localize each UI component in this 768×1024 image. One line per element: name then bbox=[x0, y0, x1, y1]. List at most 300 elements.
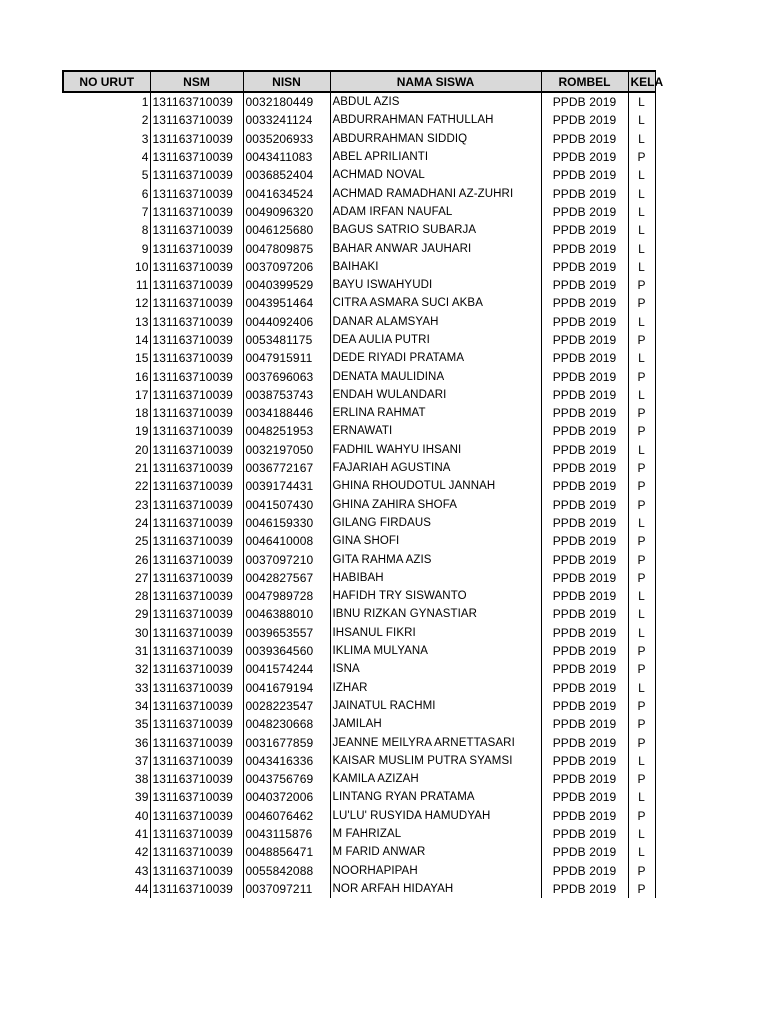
cell-kelamin[interactable]: P bbox=[628, 733, 655, 751]
cell-nisn[interactable]: 0048251953 bbox=[243, 422, 330, 440]
cell-nsm[interactable]: 131163710039 bbox=[150, 715, 243, 733]
cell-kelamin[interactable]: L bbox=[628, 825, 655, 843]
cell-nisn[interactable]: 0053481175 bbox=[243, 331, 330, 349]
cell-nama-siswa[interactable]: IZHAR bbox=[330, 679, 541, 697]
cell-no-urut[interactable]: 38 bbox=[63, 770, 150, 788]
cell-nisn[interactable]: 0032180449 bbox=[243, 92, 330, 111]
cell-no-urut[interactable]: 26 bbox=[63, 550, 150, 568]
cell-no-urut[interactable]: 34 bbox=[63, 697, 150, 715]
cell-nsm[interactable]: 131163710039 bbox=[150, 166, 243, 184]
cell-no-urut[interactable]: 5 bbox=[63, 166, 150, 184]
cell-no-urut[interactable]: 24 bbox=[63, 514, 150, 532]
table-row bbox=[63, 642, 655, 660]
cell-kelamin[interactable]: L bbox=[628, 111, 655, 129]
cell-nama-siswa[interactable]: GHINA RHOUDOTUL JANNAH bbox=[330, 477, 541, 495]
cell-rombel[interactable]: PPDB 2019 bbox=[541, 605, 628, 623]
cell-nsm[interactable]: 131163710039 bbox=[150, 770, 243, 788]
cell-rombel[interactable]: PPDB 2019 bbox=[541, 880, 628, 898]
cell-nisn[interactable]: 0046410008 bbox=[243, 532, 330, 550]
cell-nsm[interactable]: 131163710039 bbox=[150, 367, 243, 385]
table-row bbox=[63, 386, 655, 404]
cell-nsm[interactable]: 131163710039 bbox=[150, 111, 243, 129]
cell-nama-siswa[interactable]: M FARID ANWAR bbox=[330, 843, 541, 861]
cell-nisn[interactable]: 0028223547 bbox=[243, 697, 330, 715]
cell-rombel[interactable]: PPDB 2019 bbox=[541, 239, 628, 257]
cell-kelamin[interactable]: P bbox=[628, 770, 655, 788]
cell-nsm[interactable]: 131163710039 bbox=[150, 825, 243, 843]
cell-rombel[interactable]: PPDB 2019 bbox=[541, 313, 628, 331]
cell-no-urut[interactable]: 44 bbox=[63, 880, 150, 898]
cell-rombel[interactable]: PPDB 2019 bbox=[541, 203, 628, 221]
cell-nsm[interactable]: 131163710039 bbox=[150, 605, 243, 623]
cell-nama-siswa[interactable]: HAFIDH TRY SISWANTO bbox=[330, 587, 541, 605]
cell-kelamin[interactable]: P bbox=[628, 642, 655, 660]
cell-rombel[interactable]: PPDB 2019 bbox=[541, 477, 628, 495]
cell-kelamin[interactable]: L bbox=[628, 258, 655, 276]
cell-no-urut[interactable]: 7 bbox=[63, 203, 150, 221]
cell-nama-siswa[interactable]: ABDURRAHMAN SIDDIQ bbox=[330, 130, 541, 148]
cell-nisn[interactable]: 0039653557 bbox=[243, 624, 330, 642]
cell-nisn[interactable]: 0037097206 bbox=[243, 258, 330, 276]
cell-rombel[interactable]: PPDB 2019 bbox=[541, 221, 628, 239]
cell-rombel[interactable]: PPDB 2019 bbox=[541, 514, 628, 532]
cell-rombel[interactable]: PPDB 2019 bbox=[541, 422, 628, 440]
cell-nsm[interactable]: 131163710039 bbox=[150, 807, 243, 825]
cell-no-urut[interactable]: 14 bbox=[63, 331, 150, 349]
cell-rombel[interactable]: PPDB 2019 bbox=[541, 861, 628, 879]
table-row bbox=[63, 313, 655, 331]
cell-rombel[interactable]: PPDB 2019 bbox=[541, 733, 628, 751]
cell-nsm[interactable]: 131163710039 bbox=[150, 477, 243, 495]
cell-nsm[interactable]: 131163710039 bbox=[150, 788, 243, 806]
cell-rombel[interactable]: PPDB 2019 bbox=[541, 660, 628, 678]
cell-rombel[interactable]: PPDB 2019 bbox=[541, 258, 628, 276]
cell-no-urut[interactable]: 30 bbox=[63, 624, 150, 642]
cell-nama-siswa[interactable]: ISNA bbox=[330, 660, 541, 678]
cell-nisn[interactable]: 0038753743 bbox=[243, 386, 330, 404]
cell-no-urut[interactable]: 15 bbox=[63, 349, 150, 367]
cell-nsm[interactable]: 131163710039 bbox=[150, 404, 243, 422]
table-row bbox=[63, 532, 655, 550]
cell-nisn[interactable]: 0049096320 bbox=[243, 203, 330, 221]
cell-kelamin[interactable]: L bbox=[628, 514, 655, 532]
cell-rombel[interactable]: PPDB 2019 bbox=[541, 788, 628, 806]
cell-rombel[interactable]: PPDB 2019 bbox=[541, 697, 628, 715]
cell-no-urut[interactable]: 11 bbox=[63, 276, 150, 294]
table-row bbox=[63, 679, 655, 697]
cell-kelamin[interactable]: L bbox=[628, 239, 655, 257]
cell-kelamin[interactable]: L bbox=[628, 679, 655, 697]
header-nisn[interactable]: NISN bbox=[243, 71, 330, 92]
cell-kelamin[interactable]: L bbox=[628, 624, 655, 642]
cell-nisn[interactable]: 0040399529 bbox=[243, 276, 330, 294]
cell-nama-siswa[interactable]: ACHMAD NOVAL bbox=[330, 166, 541, 184]
cell-rombel[interactable]: PPDB 2019 bbox=[541, 587, 628, 605]
cell-nisn[interactable]: 0043951464 bbox=[243, 294, 330, 312]
cell-nama-siswa[interactable]: BAIHAKI bbox=[330, 258, 541, 276]
cell-nama-siswa[interactable]: GHINA ZAHIRA SHOFA bbox=[330, 496, 541, 514]
cell-rombel[interactable]: PPDB 2019 bbox=[541, 184, 628, 202]
cell-nama-siswa[interactable]: GILANG FIRDAUS bbox=[330, 514, 541, 532]
cell-nama-siswa[interactable]: ENDAH WULANDARI bbox=[330, 386, 541, 404]
table-row bbox=[63, 349, 655, 367]
cell-nisn[interactable]: 0043115876 bbox=[243, 825, 330, 843]
cell-kelamin[interactable]: L bbox=[628, 313, 655, 331]
cell-nama-siswa[interactable]: ABDUL AZIS bbox=[330, 92, 541, 111]
cell-no-urut[interactable]: 18 bbox=[63, 404, 150, 422]
cell-no-urut[interactable]: 17 bbox=[63, 386, 150, 404]
cell-no-urut[interactable]: 10 bbox=[63, 258, 150, 276]
cell-nama-siswa[interactable]: GINA SHOFI bbox=[330, 532, 541, 550]
cell-nisn[interactable]: 0041507430 bbox=[243, 496, 330, 514]
cell-kelamin[interactable]: P bbox=[628, 477, 655, 495]
cell-rombel[interactable]: PPDB 2019 bbox=[541, 825, 628, 843]
cell-nsm[interactable]: 131163710039 bbox=[150, 276, 243, 294]
cell-nisn[interactable]: 0036852404 bbox=[243, 166, 330, 184]
cell-kelamin[interactable]: P bbox=[628, 569, 655, 587]
cell-kelamin[interactable]: P bbox=[628, 276, 655, 294]
cell-nama-siswa[interactable]: CITRA ASMARA SUCI AKBA bbox=[330, 294, 541, 312]
cell-nsm[interactable]: 131163710039 bbox=[150, 130, 243, 148]
cell-no-urut[interactable]: 9 bbox=[63, 239, 150, 257]
cell-nisn[interactable]: 0040372006 bbox=[243, 788, 330, 806]
cell-nsm[interactable]: 131163710039 bbox=[150, 239, 243, 257]
cell-rombel[interactable]: PPDB 2019 bbox=[541, 752, 628, 770]
cell-kelamin[interactable]: P bbox=[628, 459, 655, 477]
cell-nama-siswa[interactable]: JEANNE MEILYRA ARNETTASARI bbox=[330, 733, 541, 751]
cell-rombel[interactable]: PPDB 2019 bbox=[541, 770, 628, 788]
cell-nama-siswa[interactable]: HABIBAH bbox=[330, 569, 541, 587]
cell-rombel[interactable]: PPDB 2019 bbox=[541, 532, 628, 550]
cell-nisn[interactable]: 0041574244 bbox=[243, 660, 330, 678]
cell-nisn[interactable]: 0044092406 bbox=[243, 313, 330, 331]
cell-no-urut[interactable]: 37 bbox=[63, 752, 150, 770]
cell-nama-siswa[interactable]: ACHMAD RAMADHANI AZ-ZUHRI bbox=[330, 184, 541, 202]
cell-nsm[interactable]: 131163710039 bbox=[150, 679, 243, 697]
cell-nisn[interactable]: 0046076462 bbox=[243, 807, 330, 825]
cell-kelamin[interactable]: L bbox=[628, 587, 655, 605]
cell-no-urut[interactable]: 19 bbox=[63, 422, 150, 440]
cell-no-urut[interactable]: 32 bbox=[63, 660, 150, 678]
table-row bbox=[63, 221, 655, 239]
table-row bbox=[63, 715, 655, 733]
cell-kelamin[interactable]: P bbox=[628, 532, 655, 550]
cell-rombel[interactable]: PPDB 2019 bbox=[541, 130, 628, 148]
cell-nama-siswa[interactable]: ERNAWATI bbox=[330, 422, 541, 440]
cell-nama-siswa[interactable]: KAMILA AZIZAH bbox=[330, 770, 541, 788]
cell-kelamin[interactable]: L bbox=[628, 386, 655, 404]
cell-no-urut[interactable]: 43 bbox=[63, 861, 150, 879]
cell-nsm[interactable]: 131163710039 bbox=[150, 258, 243, 276]
cell-rombel[interactable]: PPDB 2019 bbox=[541, 642, 628, 660]
cell-nisn[interactable]: 0048230668 bbox=[243, 715, 330, 733]
cell-kelamin[interactable]: P bbox=[628, 294, 655, 312]
cell-no-urut[interactable]: 20 bbox=[63, 441, 150, 459]
cell-nisn[interactable]: 0033241124 bbox=[243, 111, 330, 129]
table-row bbox=[63, 733, 655, 751]
cell-no-urut[interactable]: 8 bbox=[63, 221, 150, 239]
cell-no-urut[interactable]: 12 bbox=[63, 294, 150, 312]
cell-nisn[interactable]: 0046159330 bbox=[243, 514, 330, 532]
cell-rombel[interactable]: PPDB 2019 bbox=[541, 294, 628, 312]
cell-kelamin[interactable]: P bbox=[628, 715, 655, 733]
cell-nisn[interactable]: 0032197050 bbox=[243, 441, 330, 459]
cell-no-urut[interactable]: 29 bbox=[63, 605, 150, 623]
cell-no-urut[interactable]: 13 bbox=[63, 313, 150, 331]
cell-nsm[interactable]: 131163710039 bbox=[150, 587, 243, 605]
table-row bbox=[63, 367, 655, 385]
cell-rombel[interactable]: PPDB 2019 bbox=[541, 367, 628, 385]
cell-nsm[interactable]: 131163710039 bbox=[150, 184, 243, 202]
cell-nisn[interactable]: 0036772167 bbox=[243, 459, 330, 477]
cell-no-urut[interactable]: 39 bbox=[63, 788, 150, 806]
table-row bbox=[63, 605, 655, 623]
cell-nisn[interactable]: 0046388010 bbox=[243, 605, 330, 623]
cell-nama-siswa[interactable]: DEDE RIYADI PRATAMA bbox=[330, 349, 541, 367]
cell-kelamin[interactable]: P bbox=[628, 550, 655, 568]
cell-no-urut[interactable]: 42 bbox=[63, 843, 150, 861]
cell-kelamin[interactable]: P bbox=[628, 331, 655, 349]
cell-nama-siswa[interactable]: JAINATUL RACHMI bbox=[330, 697, 541, 715]
cell-kelamin[interactable]: L bbox=[628, 788, 655, 806]
cell-kelamin[interactable]: L bbox=[628, 92, 655, 111]
cell-rombel[interactable]: PPDB 2019 bbox=[541, 92, 628, 111]
cell-nama-siswa[interactable]: JAMILAH bbox=[330, 715, 541, 733]
cell-rombel[interactable]: PPDB 2019 bbox=[541, 349, 628, 367]
table-row bbox=[63, 111, 655, 129]
cell-kelamin[interactable]: P bbox=[628, 660, 655, 678]
cell-nisn[interactable]: 0041679194 bbox=[243, 679, 330, 697]
cell-nisn[interactable]: 0046125680 bbox=[243, 221, 330, 239]
table-row bbox=[63, 788, 655, 806]
cell-nsm[interactable]: 131163710039 bbox=[150, 733, 243, 751]
cell-kelamin[interactable]: P bbox=[628, 697, 655, 715]
cell-nama-siswa[interactable]: IHSANUL FIKRI bbox=[330, 624, 541, 642]
cell-no-urut[interactable]: 21 bbox=[63, 459, 150, 477]
cell-nsm[interactable]: 131163710039 bbox=[150, 532, 243, 550]
cell-no-urut[interactable]: 31 bbox=[63, 642, 150, 660]
cell-rombel[interactable]: PPDB 2019 bbox=[541, 386, 628, 404]
header-rombel[interactable]: ROMBEL bbox=[541, 71, 628, 92]
cell-nama-siswa[interactable]: BAHAR ANWAR JAUHARI bbox=[330, 239, 541, 257]
cell-rombel[interactable]: PPDB 2019 bbox=[541, 807, 628, 825]
cell-kelamin[interactable]: L bbox=[628, 441, 655, 459]
cell-rombel[interactable]: PPDB 2019 bbox=[541, 331, 628, 349]
cell-no-urut[interactable]: 40 bbox=[63, 807, 150, 825]
cell-nsm[interactable]: 131163710039 bbox=[150, 514, 243, 532]
cell-no-urut[interactable]: 1 bbox=[63, 92, 150, 111]
cell-no-urut[interactable]: 36 bbox=[63, 733, 150, 751]
cell-no-urut[interactable]: 2 bbox=[63, 111, 150, 129]
cell-nama-siswa[interactable]: BAGUS SATRIO SUBARJA bbox=[330, 221, 541, 239]
cell-nama-siswa[interactable]: DENATA MAULIDINA bbox=[330, 367, 541, 385]
cell-no-urut[interactable]: 22 bbox=[63, 477, 150, 495]
header-nsm[interactable]: NSM bbox=[150, 71, 243, 92]
cell-nama-siswa[interactable]: M FAHRIZAL bbox=[330, 825, 541, 843]
cell-no-urut[interactable]: 27 bbox=[63, 569, 150, 587]
cell-nama-siswa[interactable]: ABEL APRILIANTI bbox=[330, 148, 541, 166]
cell-nama-siswa[interactable]: FAJARIAH AGUSTINA bbox=[330, 459, 541, 477]
cell-kelamin[interactable]: L bbox=[628, 843, 655, 861]
cell-rombel[interactable]: PPDB 2019 bbox=[541, 404, 628, 422]
cell-rombel[interactable]: PPDB 2019 bbox=[541, 166, 628, 184]
cell-kelamin[interactable]: L bbox=[628, 184, 655, 202]
cell-nsm[interactable]: 131163710039 bbox=[150, 221, 243, 239]
cell-nama-siswa[interactable]: NOORHAPIPAH bbox=[330, 861, 541, 879]
cell-nisn[interactable]: 0048856471 bbox=[243, 843, 330, 861]
cell-nisn[interactable]: 0043411083 bbox=[243, 148, 330, 166]
table-row bbox=[63, 660, 655, 678]
cell-nisn[interactable]: 0037097211 bbox=[243, 880, 330, 898]
cell-nisn[interactable]: 0047809875 bbox=[243, 239, 330, 257]
cell-kelamin[interactable]: P bbox=[628, 880, 655, 898]
cell-rombel[interactable]: PPDB 2019 bbox=[541, 276, 628, 294]
cell-kelamin[interactable]: L bbox=[628, 752, 655, 770]
cell-nama-siswa[interactable]: BAYU ISWAHYUDI bbox=[330, 276, 541, 294]
cell-nsm[interactable]: 131163710039 bbox=[150, 148, 243, 166]
cell-nsm[interactable]: 131163710039 bbox=[150, 313, 243, 331]
cell-rombel[interactable]: PPDB 2019 bbox=[541, 715, 628, 733]
cell-kelamin[interactable]: P bbox=[628, 861, 655, 879]
cell-nisn[interactable]: 0037097210 bbox=[243, 550, 330, 568]
cell-no-urut[interactable]: 33 bbox=[63, 679, 150, 697]
student-table bbox=[62, 70, 664, 898]
cell-nama-siswa[interactable]: LINTANG RYAN PRATAMA bbox=[330, 788, 541, 806]
cell-rombel[interactable]: PPDB 2019 bbox=[541, 843, 628, 861]
cell-no-urut[interactable]: 25 bbox=[63, 532, 150, 550]
table-row bbox=[63, 331, 655, 349]
cell-no-urut[interactable]: 23 bbox=[63, 496, 150, 514]
header-kelamin[interactable]: KELA bbox=[628, 71, 655, 92]
cell-rombel[interactable]: PPDB 2019 bbox=[541, 441, 628, 459]
cell-nsm[interactable]: 131163710039 bbox=[150, 843, 243, 861]
cell-nsm[interactable]: 131163710039 bbox=[150, 386, 243, 404]
table-row bbox=[63, 752, 655, 770]
table-row bbox=[63, 861, 655, 879]
cell-nsm[interactable]: 131163710039 bbox=[150, 422, 243, 440]
cell-rombel[interactable]: PPDB 2019 bbox=[541, 496, 628, 514]
cell-no-urut[interactable]: 6 bbox=[63, 184, 150, 202]
cell-nisn[interactable]: 0043416336 bbox=[243, 752, 330, 770]
cell-kelamin[interactable]: P bbox=[628, 404, 655, 422]
cell-no-urut[interactable]: 3 bbox=[63, 130, 150, 148]
cell-rombel[interactable]: PPDB 2019 bbox=[541, 550, 628, 568]
cell-rombel[interactable]: PPDB 2019 bbox=[541, 624, 628, 642]
cell-rombel[interactable]: PPDB 2019 bbox=[541, 111, 628, 129]
cell-rombel[interactable]: PPDB 2019 bbox=[541, 148, 628, 166]
cell-nsm[interactable]: 131163710039 bbox=[150, 203, 243, 221]
cell-no-urut[interactable]: 16 bbox=[63, 367, 150, 385]
cell-nsm[interactable]: 131163710039 bbox=[150, 459, 243, 477]
cell-no-urut[interactable]: 4 bbox=[63, 148, 150, 166]
cell-kelamin[interactable]: P bbox=[628, 367, 655, 385]
cell-nisn[interactable]: 0042827567 bbox=[243, 569, 330, 587]
cell-nisn[interactable]: 0039174431 bbox=[243, 477, 330, 495]
table-row bbox=[63, 294, 655, 312]
cell-nsm[interactable]: 131163710039 bbox=[150, 880, 243, 898]
cell-kelamin[interactable]: L bbox=[628, 203, 655, 221]
cell-nsm[interactable]: 131163710039 bbox=[150, 496, 243, 514]
cell-kelamin[interactable]: P bbox=[628, 422, 655, 440]
cell-nisn[interactable]: 0034188446 bbox=[243, 404, 330, 422]
cell-nsm[interactable]: 131163710039 bbox=[150, 331, 243, 349]
cell-nisn[interactable]: 0037696063 bbox=[243, 367, 330, 385]
table-row bbox=[63, 422, 655, 440]
cell-kelamin[interactable]: L bbox=[628, 130, 655, 148]
table-row bbox=[63, 843, 655, 861]
cell-kelamin[interactable]: P bbox=[628, 807, 655, 825]
cell-nama-siswa[interactable]: KAISAR MUSLIM PUTRA SYAMSI bbox=[330, 752, 541, 770]
cell-kelamin[interactable]: P bbox=[628, 148, 655, 166]
table-row bbox=[63, 880, 655, 898]
cell-nsm[interactable]: 131163710039 bbox=[150, 349, 243, 367]
cell-nsm[interactable]: 131163710039 bbox=[150, 569, 243, 587]
table-row bbox=[63, 624, 655, 642]
cell-nama-siswa[interactable]: NOR ARFAH HIDAYAH bbox=[330, 880, 541, 898]
cell-kelamin[interactable]: L bbox=[628, 166, 655, 184]
cell-no-urut[interactable]: 35 bbox=[63, 715, 150, 733]
cell-nama-siswa[interactable]: FADHIL WAHYU IHSANI bbox=[330, 441, 541, 459]
table-row bbox=[63, 550, 655, 568]
cell-nama-siswa[interactable]: DANAR ALAMSYAH bbox=[330, 313, 541, 331]
table-row bbox=[63, 166, 655, 184]
cell-nama-siswa[interactable]: DEA AULIA PUTRI bbox=[330, 331, 541, 349]
cell-kelamin[interactable]: L bbox=[628, 349, 655, 367]
cell-nisn[interactable]: 0035206933 bbox=[243, 130, 330, 148]
cell-nsm[interactable]: 131163710039 bbox=[150, 624, 243, 642]
cell-no-urut[interactable]: 28 bbox=[63, 587, 150, 605]
table-row bbox=[63, 258, 655, 276]
cell-nisn[interactable]: 0039364560 bbox=[243, 642, 330, 660]
cell-nsm[interactable]: 131163710039 bbox=[150, 550, 243, 568]
cell-nisn[interactable]: 0041634524 bbox=[243, 184, 330, 202]
cell-nama-siswa[interactable]: ERLINA RAHMAT bbox=[330, 404, 541, 422]
table-row bbox=[63, 404, 655, 422]
header-nama-siswa[interactable]: NAMA SISWA bbox=[330, 71, 541, 92]
cell-nisn[interactable]: 0047915911 bbox=[243, 349, 330, 367]
cell-nama-siswa[interactable]: ADAM IRFAN NAUFAL bbox=[330, 203, 541, 221]
cell-nama-siswa[interactable]: IKLIMA MULYANA bbox=[330, 642, 541, 660]
cell-nisn[interactable]: 0043756769 bbox=[243, 770, 330, 788]
cell-rombel[interactable]: PPDB 2019 bbox=[541, 459, 628, 477]
cell-nsm[interactable]: 131163710039 bbox=[150, 697, 243, 715]
cell-kelamin[interactable]: L bbox=[628, 605, 655, 623]
cell-nisn[interactable]: 0031677859 bbox=[243, 733, 330, 751]
cell-nsm[interactable]: 131163710039 bbox=[150, 294, 243, 312]
cell-nsm[interactable]: 131163710039 bbox=[150, 92, 243, 111]
cell-nsm[interactable]: 131163710039 bbox=[150, 642, 243, 660]
cell-nsm[interactable]: 131163710039 bbox=[150, 861, 243, 879]
header-no-urut[interactable]: NO URUT bbox=[63, 71, 150, 92]
cell-nama-siswa[interactable]: LU'LU' RUSYIDA HAMUDYAH bbox=[330, 807, 541, 825]
cell-nisn[interactable]: 0055842088 bbox=[243, 861, 330, 879]
cell-nsm[interactable]: 131163710039 bbox=[150, 660, 243, 678]
cell-kelamin[interactable]: P bbox=[628, 496, 655, 514]
cell-no-urut[interactable]: 41 bbox=[63, 825, 150, 843]
student-list-sheet bbox=[62, 70, 664, 898]
cell-nisn[interactable]: 0047989728 bbox=[243, 587, 330, 605]
table-row bbox=[63, 514, 655, 532]
cell-kelamin[interactable]: L bbox=[628, 221, 655, 239]
cell-nsm[interactable]: 131163710039 bbox=[150, 752, 243, 770]
cell-rombel[interactable]: PPDB 2019 bbox=[541, 569, 628, 587]
cell-nama-siswa[interactable]: GITA RAHMA AZIS bbox=[330, 550, 541, 568]
cell-rombel[interactable]: PPDB 2019 bbox=[541, 679, 628, 697]
table-row bbox=[63, 807, 655, 825]
cell-nsm[interactable]: 131163710039 bbox=[150, 441, 243, 459]
cell-nama-siswa[interactable]: ABDURRAHMAN FATHULLAH bbox=[330, 111, 541, 129]
cell-nama-siswa[interactable]: IBNU RIZKAN GYNASTIAR bbox=[330, 605, 541, 623]
